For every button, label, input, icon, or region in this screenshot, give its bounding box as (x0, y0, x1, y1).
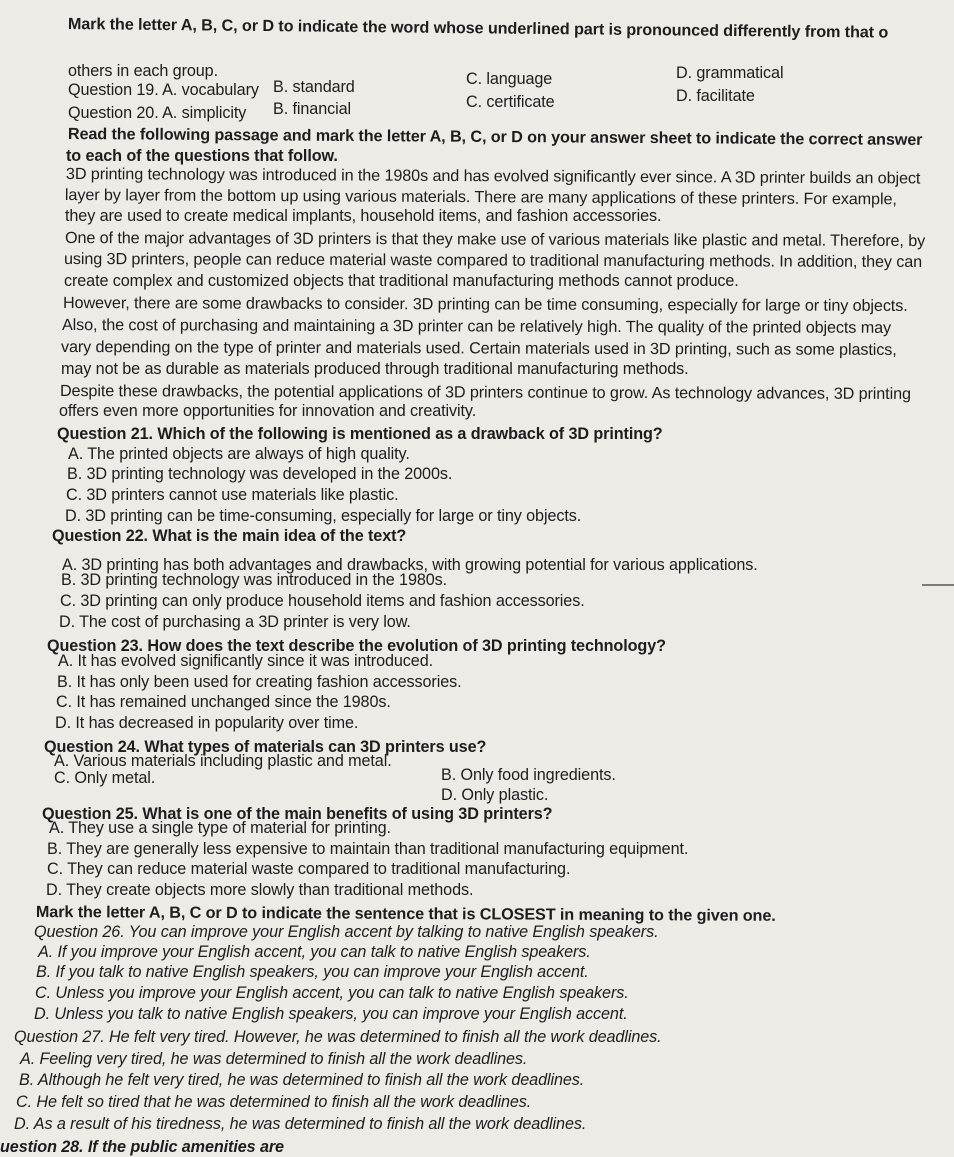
passage-line: using 3D printers, people can reduce material waste compared to traditional manufacturing methods. In addition, they can (63, 250, 923, 271)
q21-option-d: D. 3D printing can be time-consuming, especially for large or tiny objects. (65, 507, 582, 525)
q26-question: Question 26. You can improve your English accent by talking to native English speakers. (34, 923, 659, 941)
margin-mark (922, 584, 954, 586)
q22-option-c: C. 3D printing can only produce household items and fashion accessories. (60, 592, 585, 610)
q23-option-d: D. It has decreased in popularity over time. (55, 714, 359, 732)
passage-line: Despite these drawbacks, the potential applications of 3D printers continue to grow. As technology advances, 3D printing (59, 382, 911, 403)
q27-option-a: A. Feeling very tired, he was determined to finish all the work deadlines. (20, 1050, 528, 1068)
q22-question: Question 22. What is the main idea of the text? (52, 527, 407, 545)
passage-line: create complex and customized objects that traditional manufacturing methods cannot produce. (64, 272, 739, 290)
reading-instruction: Read the following passage and mark the letter A, B, C, or D on your answer sheet to indicate the correct answer (67, 124, 923, 149)
q25-option-d: D. They create objects more slowly than traditional methods. (46, 881, 474, 899)
q26-option-c: C. Unless you improve your English accent, you can talk to native English speakers. (35, 984, 629, 1002)
q25-option-a: A. They use a single type of material for printing. (49, 819, 391, 837)
q24-option-d: D. Only plastic. (441, 786, 549, 804)
q22-option-d: D. The cost of purchasing a 3D printer is very low. (59, 613, 411, 631)
q27-option-c: C. He felt so tired that he was determined to finish all the work deadlines. (16, 1093, 532, 1111)
passage-line: One of the major advantages of 3D printers is that they make use of various materials like plastic and metal. Therefore, by (64, 229, 926, 251)
q23-option-c: C. It has remained unchanged since the 1980s. (56, 693, 391, 711)
q27-question: Question 27. He felt very tired. However, he was determined to finish all the work deadlines. (14, 1028, 662, 1046)
q21-option-c: C. 3D printers cannot use materials like plastic. (66, 486, 399, 504)
passage-line: However, there are some drawbacks to consider. 3D printing can be time consuming, especially for large or tiny objects. (62, 294, 908, 315)
q25-option-c: C. They can reduce material waste compared to traditional manufacturing. (47, 860, 571, 878)
q19-label: Question 19. A. vocabulary (68, 81, 259, 99)
q24-option-c: C. Only metal. (54, 769, 156, 787)
q23-option-a: A. It has evolved significantly since it was introduced. (58, 652, 433, 670)
passage-line: offers even more opportunities for innovation and creativity. (59, 402, 477, 420)
q27-option-b: B. Although he felt very tired, he was determined to finish all the work deadlines. (19, 1071, 585, 1089)
pronunciation-instruction-cont: others in each group. (68, 62, 218, 80)
q20-option-d: D. facilitate (676, 87, 755, 105)
q19-option-d: D. grammatical (676, 64, 784, 82)
passage-line: layer by layer from the bottom up using various materials. There are many applications of these printers. For example, (64, 185, 897, 209)
q28-question-partial: uestion 28. If the public amenities are (0, 1138, 284, 1156)
q19-option-b: B. standard (273, 78, 355, 96)
q26-option-d: D. Unless you talk to native English speakers, you can improve your English accent. (34, 1005, 628, 1023)
closest-instruction: Mark the letter A, B, C or D to indicate the sentence that is CLOSEST in meaning to the given one. (35, 903, 776, 925)
passage-line: 3D printing technology was introduced in the 1980s and has evolved significantly ever since. A 3D printer builds an object (65, 164, 921, 188)
q21-option-b: B. 3D printing technology was developed in the 2000s. (67, 465, 453, 483)
passage-line: Also, the cost of purchasing and maintaining a 3D printer can be relatively high. The quality of the printed objects may (61, 316, 892, 337)
q26-option-b: B. If you talk to native English speakers, you can improve your English accent. (36, 963, 589, 981)
q24-option-b: B. Only food ingredients. (441, 766, 616, 784)
q21-option-a: A. The printed objects are always of high quality. (68, 445, 410, 463)
q22-option-b: B. 3D printing technology was introduced in the 1980s. (61, 571, 448, 589)
q20-option-b: B. financial (273, 100, 351, 118)
pronunciation-instruction: Mark the letter A, B, C, or D to indicate the word whose underlined part is pronounced differently from that o (67, 14, 889, 42)
q22-option-a: A. 3D printing has both advantages and drawbacks, with growing potential for various applications. (62, 556, 758, 574)
reading-instruction-cont: to each of the questions that follow. (66, 147, 338, 165)
q27-option-d: D. As a result of his tiredness, he was determined to finish all the work deadlines. (14, 1115, 587, 1133)
q20-label: Question 20. A. simplicity (68, 104, 247, 122)
q26-option-a: A. If you improve your English accent, you can talk to native English speakers. (38, 943, 591, 961)
q21-question: Question 21. Which of the following is mentioned as a drawback of 3D printing? (57, 425, 663, 443)
q24-option-a: A. Various materials including plastic and metal. (54, 752, 392, 770)
passage-line: may not be as durable as materials produced through traditional manufacturing methods. (61, 360, 689, 378)
q24-question: Question 24. What types of materials can 3D printers use? (44, 738, 487, 756)
q19-option-c: C. language (466, 70, 553, 88)
q23-question: Question 23. How does the text describe the evolution of 3D printing technology? (47, 637, 666, 655)
q23-option-b: B. It has only been used for creating fashion accessories. (57, 673, 462, 691)
passage-line: they are used to create medical implants, household items, and fashion accessories. (65, 207, 662, 225)
passage-line: vary depending on the type of printer and materials used. Certain materials used in 3D printing, such as some plastics, (60, 338, 897, 359)
q20-option-c: C. certificate (466, 93, 555, 111)
q25-question: Question 25. What is one of the main benefits of using 3D printers? (42, 805, 553, 823)
q25-option-b: B. They are generally less expensive to maintain than traditional manufacturing equipment. (47, 840, 689, 858)
